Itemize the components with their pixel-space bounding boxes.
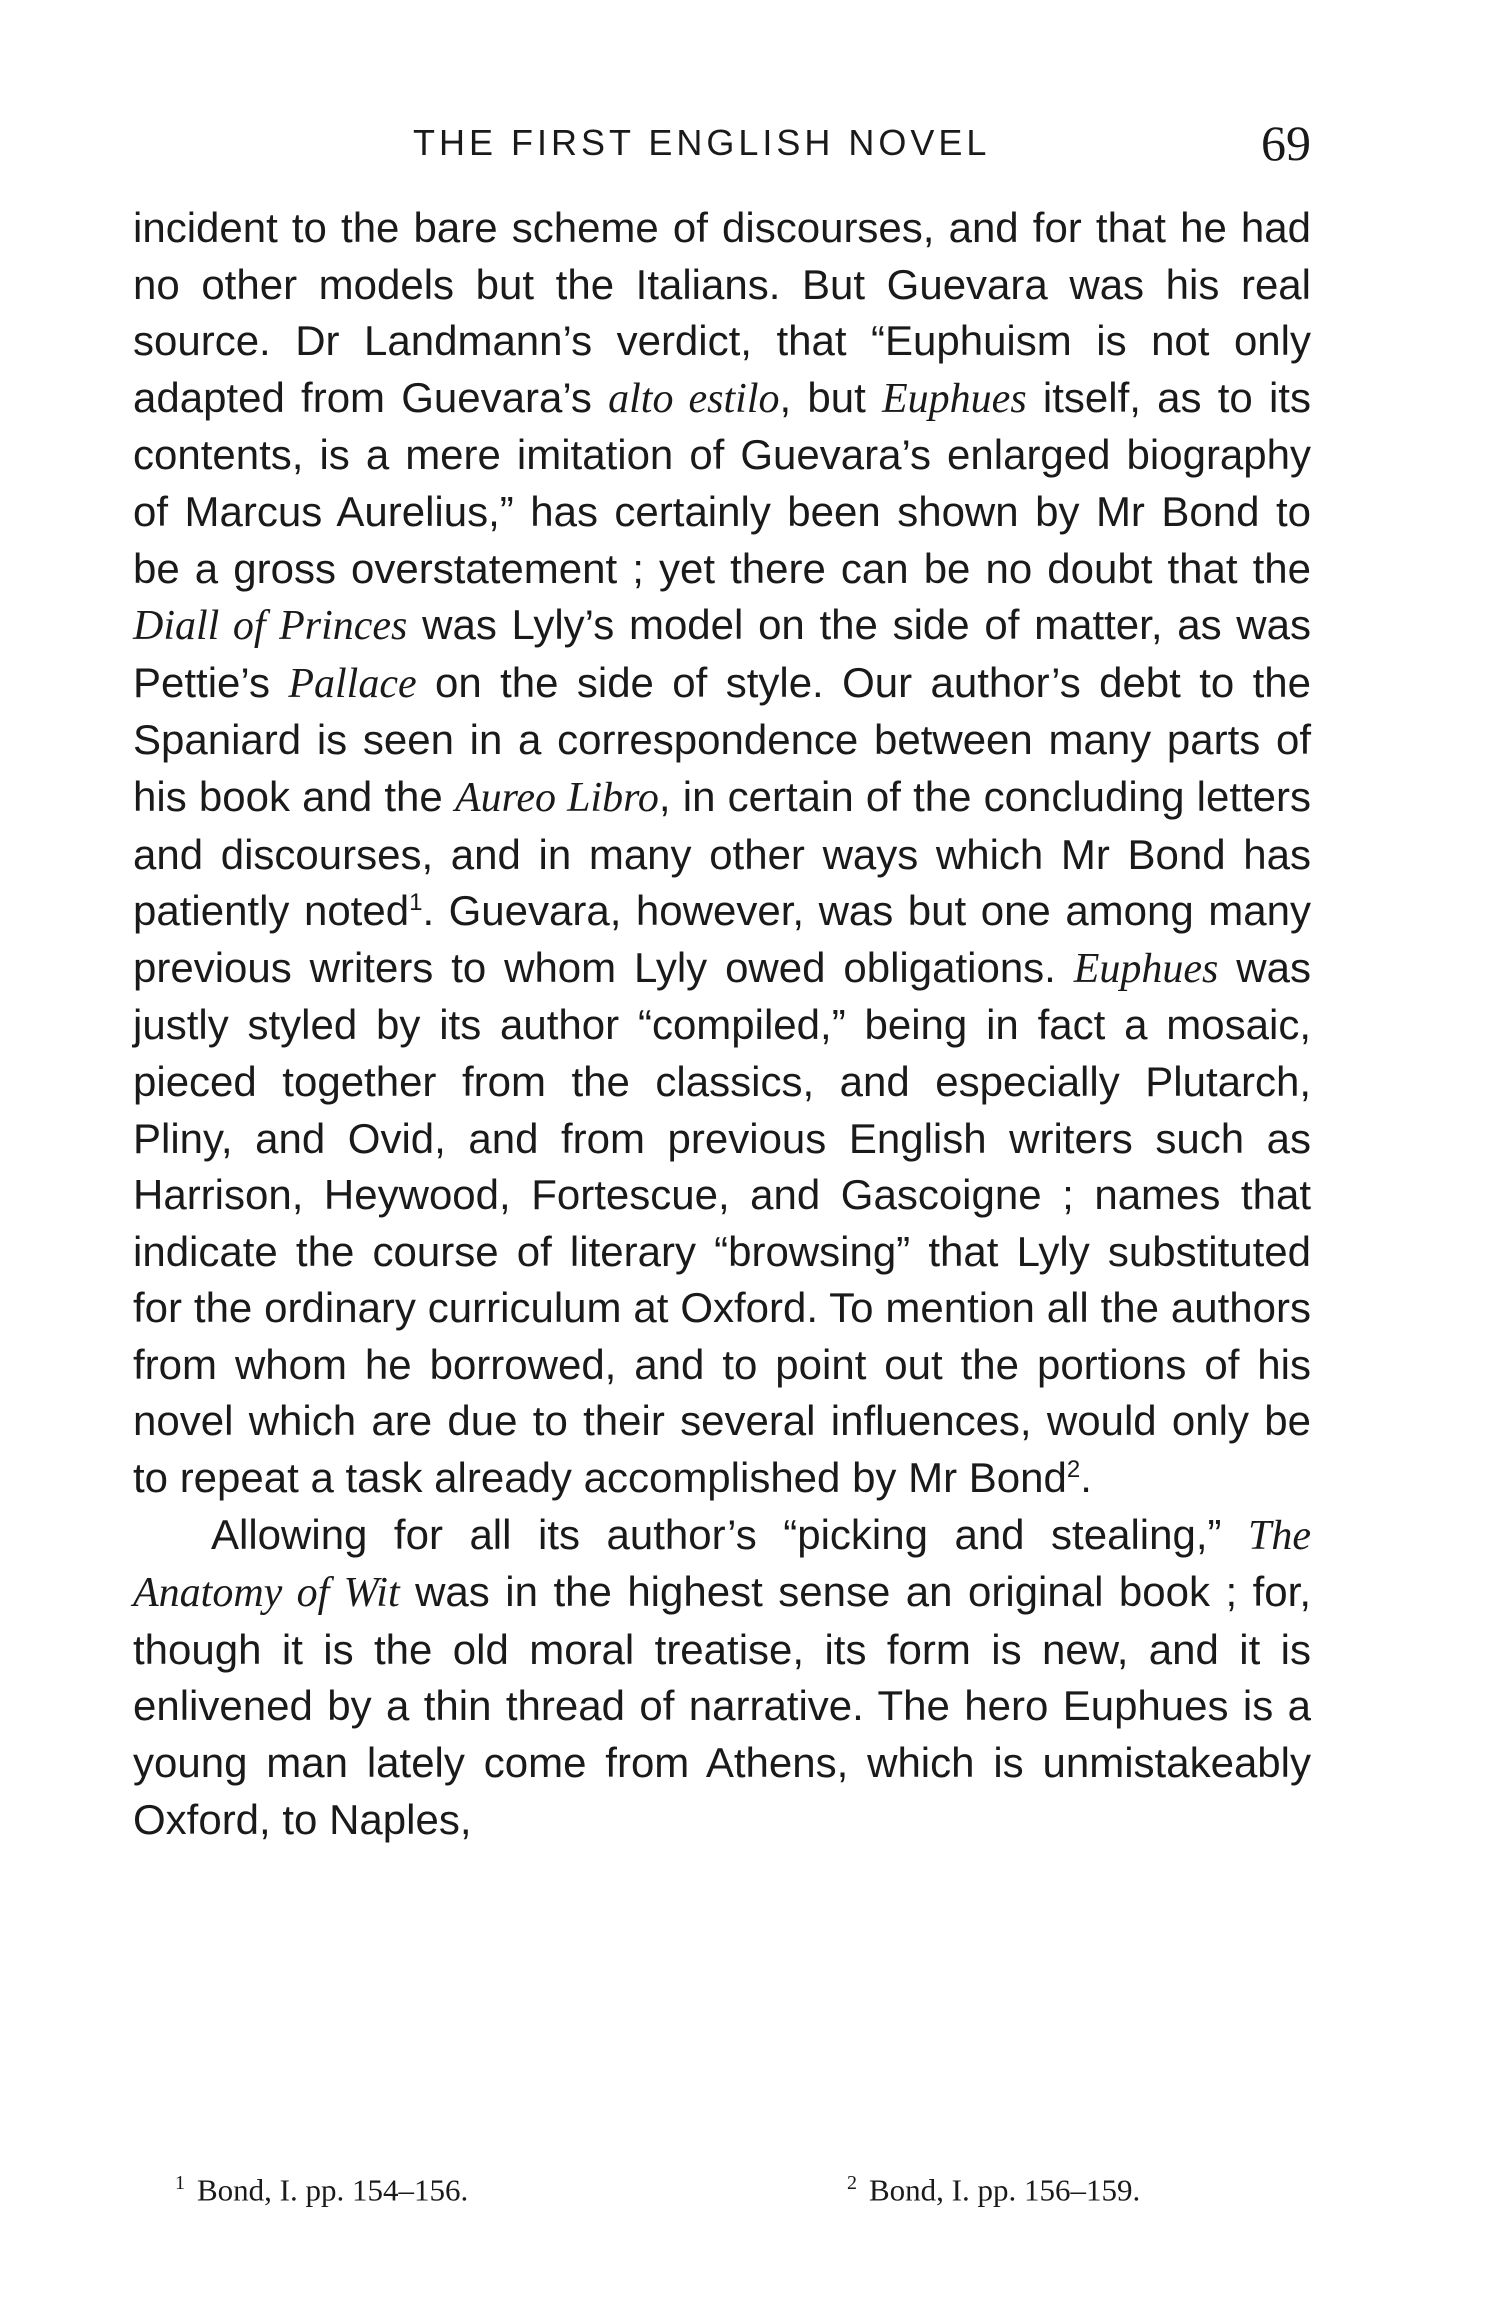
- footnote-text: Bond, I. pp. 154–156.: [197, 2172, 469, 2208]
- italic-title: Pallace: [288, 660, 417, 707]
- italic-title: alto estilo: [608, 375, 780, 422]
- footnote-mark: 2: [847, 2172, 857, 2194]
- italic-title: Euphues: [882, 375, 1027, 422]
- text-run: Allowing for all its author’s “picking and stealing,”: [211, 1510, 1248, 1558]
- footnote-mark: 1: [175, 2172, 185, 2194]
- running-title: THE FIRST ENGLISH NOVEL: [413, 122, 991, 163]
- text-run: was in the highest sense an original book ; for, though it is the old moral treatise, its form is new, and it is enlivened by a thin thread of narrative. The hero Euphues is a young man lately come from Athens, which is unmistakeably Oxford, to Naples,: [133, 1568, 1311, 1843]
- footnote-reference: 2: [1066, 1456, 1081, 1484]
- text-run: . Guevara, however, was but one among many previous writers to whom Lyly owed obligations.: [133, 887, 1311, 991]
- page-number: 69: [1261, 115, 1311, 171]
- footnote-2: [847, 2172, 1140, 2208]
- italic-title: The Anatomy of Wit: [133, 1512, 1311, 1617]
- footnote-reference: 1: [409, 889, 423, 917]
- text-run: on the side of style. Our author’s debt to the Spaniard is seen in a correspondence between many parts of his book and the: [133, 658, 1311, 820]
- italic-title: Aureo Libro: [454, 774, 659, 821]
- footnote-1: [175, 2172, 468, 2208]
- running-head: [133, 115, 1311, 178]
- text-run: , but: [779, 373, 883, 421]
- text-run: itself, as to its contents, is a mere imitation of Guevara’s enlarged biography of Marcus Aurelius,” has certainly been shown by Mr Bond to be a gross overstatement ; yet there can be no doubt that the: [133, 373, 1311, 592]
- italic-title: Diall of Princes: [133, 603, 408, 650]
- text-run: was Lyly’s model on the side of matter, as was Pettie’s: [133, 601, 1311, 706]
- italic-title: Euphues: [1073, 945, 1219, 992]
- text-run: .: [1080, 1454, 1092, 1502]
- text-run: , in certain of the concluding letters and discourses, and in many other ways which Mr Bond has patiently noted: [133, 772, 1312, 935]
- text-run: was justly styled by its author “compiled,” being in fact a mosaic, pieced together from the classics, and especially Plutarch, Pliny, and Ovid, and from previous English writers such as Harrison, Heywood, Fortescue, and Gascoigne ; names that indicate the course of literary “browsing” that Lyly substituted for the ordinary curriculum at Oxford. To mention all the authors from whom he borrowed, and to point out the portions of his novel which are due to their several influences, would only be to repeat a task already accomplished by Mr Bond: [133, 943, 1311, 1502]
- footnotes: [175, 2172, 1311, 2222]
- footnote-text: Bond, I. pp. 156–159.: [869, 2172, 1141, 2208]
- text-run: incident to the bare scheme of discourses, and for that he had no other models but the Italians. But Guevara was his real source. Dr Landmann’s verdict, that “Euphuism is not only adapted from Guevara’s: [133, 204, 1311, 421]
- paragraph: [133, 200, 1311, 1507]
- body-text: [133, 200, 1311, 1848]
- paragraph: [133, 1507, 1311, 1849]
